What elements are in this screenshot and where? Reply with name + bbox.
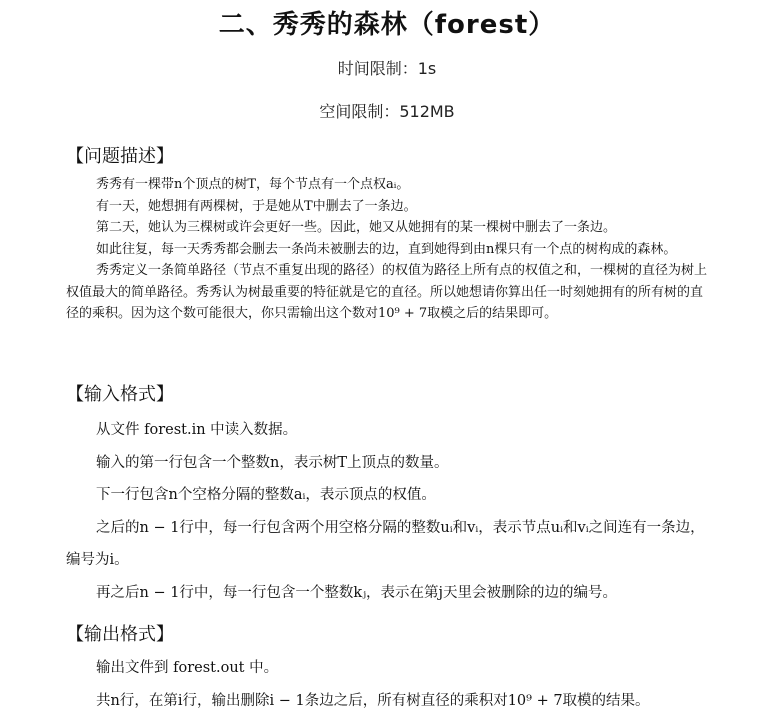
memory-limit: 空间限制：512MB [0,99,774,122]
desc-paragraph-3: 第二天，她认为三棵树或许会更好一些。因此，她又从她拥有的某一棵树中删去了一条边。 [66,217,712,239]
input-paragraph-5: 再之后n − 1行中，每一行包含一个整数kⱼ，表示在第j天里会被删除的边的编号。 [66,577,712,610]
desc-paragraph-2: 有一天，她想拥有两棵树，于是她从T中删去了一条边。 [66,196,712,218]
input-paragraph-4: 之后的n − 1行中，每一行包含两个用空格分隔的整数uᵢ和vᵢ，表示节点uᵢ和vᵢ之间连有一条边，编号为i。 [66,512,712,577]
output-block [66,652,712,717]
output-paragraph-2: 共n行，在第i行，输出删除i − 1条边之后，所有树直径的乘积对10⁹ + 7取模的结果。 [66,685,712,717]
time-limit: 时间限制：1s [0,56,774,79]
section-description-heading: 【问题描述】 [66,142,174,168]
output-paragraph-1: 输出文件到 forest.out 中。 [66,652,712,685]
section-input-heading: 【输入格式】 [66,380,174,406]
input-paragraph-2: 输入的第一行包含一个整数n，表示树T上顶点的数量。 [66,447,712,480]
desc-paragraph-5: 秀秀定义一条简单路径（节点不重复出现的路径）的权值为路径上所有点的权值之和，一棵树的直径为树上权值最大的简单路径。秀秀认为树最重要的特征就是它的直径。所以她想请你算出任一时刻她拥有的所有树的直径的乘积。因为这个数可能很大，你只需输出这个数对10⁹ + 7取模之后的结果即可。 [66,260,712,325]
desc-paragraph-4: 如此往复，每一天秀秀都会删去一条尚未被删去的边，直到她得到由n棵只有一个点的树构成的森林。 [66,239,712,261]
description-block [66,174,712,325]
input-paragraph-3: 下一行包含n个空格分隔的整数aᵢ，表示顶点的权值。 [66,479,712,512]
input-block [66,414,712,609]
input-paragraph-1: 从文件 forest.in 中读入数据。 [66,414,712,447]
problem-title: 二、秀秀的森林（forest） [0,4,774,41]
desc-paragraph-1: 秀秀有一棵带n个顶点的树T，每个节点有一个点权aᵢ。 [66,174,712,196]
section-output-heading: 【输出格式】 [66,620,174,646]
